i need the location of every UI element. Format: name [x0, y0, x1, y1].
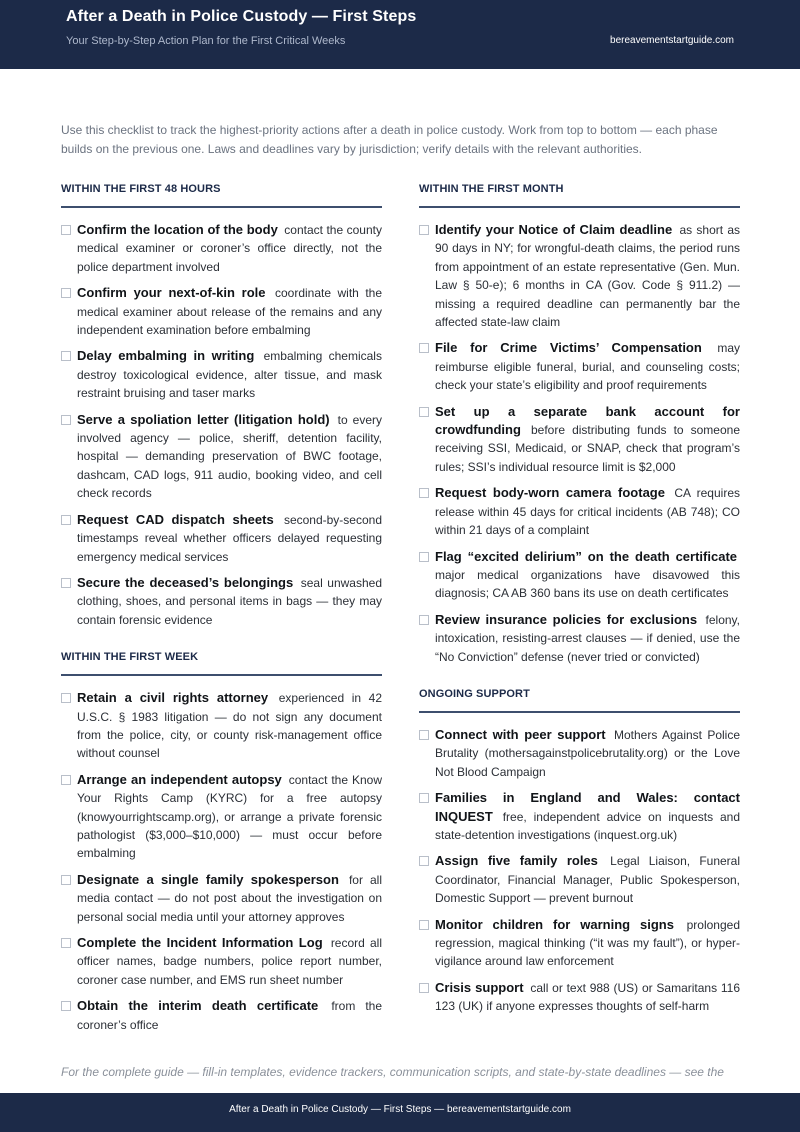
checklist-section — [419, 183, 740, 666]
item-title: Flag “excited delirium” on the death certificate — [435, 548, 737, 564]
checklist-item — [419, 979, 740, 1016]
item-title: Serve a spoliation letter (litigation hold) — [77, 411, 330, 427]
item-title: Monitor children for warning signs — [435, 916, 674, 932]
item-text — [77, 411, 382, 503]
checkbox[interactable] — [61, 288, 71, 298]
checklist-item — [61, 411, 382, 503]
item-title: Confirm your next-of-kin role — [77, 285, 266, 301]
checkbox[interactable] — [61, 578, 71, 588]
item-detail: second-by-second timestamps reveal whether officers delayed requesting emergency medical services — [77, 512, 382, 564]
checklist-item — [419, 916, 740, 971]
checklist-item — [61, 871, 382, 926]
item-text — [77, 997, 382, 1034]
checkbox[interactable] — [61, 875, 71, 885]
item-text — [435, 339, 740, 394]
checkbox[interactable] — [419, 856, 429, 866]
item-text — [435, 548, 740, 603]
item-title: Review insurance policies for exclusions — [435, 611, 698, 627]
checklist-item — [61, 997, 382, 1034]
item-text — [77, 574, 382, 629]
checklist-item — [61, 574, 382, 629]
checklist-item — [419, 852, 740, 907]
checklist-item — [419, 611, 740, 666]
item-text — [435, 221, 740, 331]
checklist-item — [61, 689, 382, 763]
item-detail: CA requires release within 45 days for critical incidents (AB 748); CO within 21 days of a complaint — [435, 486, 740, 538]
checklist-item — [61, 221, 382, 276]
item-text — [77, 934, 382, 989]
page-header — [0, 0, 800, 69]
item-detail: call or text 988 (US) or Samaritans 116 123 (UK) if anyone expresses thoughts of self-harm — [435, 980, 741, 1014]
checkbox[interactable] — [419, 730, 429, 740]
item-title: Request body-worn camera footage — [435, 485, 665, 501]
intro-text: Use this checklist to track the highest-priority actions after a death in police custody. Work from top to bottom — each phase builds on the previous one. Laws and deadlines vary by jurisdiction; verify details with the relevant authorities. — [61, 123, 718, 156]
item-title: Complete the Incident Information Log — [77, 935, 323, 950]
item-detail: before distributing funds to someone receiving SSI, Medicaid, or SNAP, check that program’s rules; SSI’s individual resource limit is $2,000 — [435, 423, 740, 474]
checkbox[interactable] — [419, 793, 429, 803]
item-title: Connect with peer support — [435, 726, 606, 742]
item-detail: to every involved agency — police, sheriff, detention facility, hospital — demanding preservation of BWC footage, dashcam, CAD logs, 911 audio, booking video, and cell check records — [77, 412, 383, 501]
checklist-item — [419, 484, 740, 539]
item-text — [77, 511, 382, 566]
checklist-item — [419, 726, 740, 781]
item-detail: from the coroner’s office — [77, 999, 383, 1032]
checklist-section — [419, 688, 740, 1016]
item-title: Identify your Notice of Claim deadline — [435, 222, 673, 237]
item-title: Request CAD dispatch sheets — [77, 511, 274, 527]
checkbox[interactable] — [61, 1001, 71, 1011]
item-detail: major medical organizations have disavowed this diagnosis; CA AB 360 bans its use on death certificates — [435, 567, 740, 601]
checkbox[interactable] — [419, 225, 429, 235]
section-heading: WITHIN THE FIRST WEEK — [61, 651, 382, 676]
section-heading: ONGOING SUPPORT — [419, 688, 740, 713]
checkbox[interactable] — [61, 415, 71, 425]
checkbox[interactable] — [61, 225, 71, 235]
item-title: Retain a civil rights attorney — [77, 690, 269, 706]
item-detail: prolonged regression, magical thinking (“it was my fault”), or hyper-vigilance around law enforcement — [435, 917, 740, 969]
item-detail: may reimburse eligible funeral, burial, and counseling costs; check your state’s eligibility and proof requirements — [435, 341, 740, 393]
item-text — [77, 284, 382, 339]
item-detail: record all officer names, badge numbers, police report number, coroner case number, and EMS run sheet number — [77, 936, 382, 987]
checklist-item — [419, 548, 740, 603]
item-title: Secure the deceased’s belongings — [77, 574, 294, 590]
checkbox[interactable] — [61, 515, 71, 525]
page-title: After a Death in Police Custody — First Steps — [66, 8, 417, 25]
item-detail: Mothers Against Police Brutality (mothersagainstpolicebrutality.org) or the Love Not Blood Campaign — [435, 727, 741, 779]
item-detail: experienced in 42 U.S.C. § 1983 litigation — do not sign any document from the police, city, or county risk-management office without counsel — [77, 691, 382, 761]
item-title: Designate a single family spokesperson — [77, 871, 339, 887]
checkbox[interactable] — [419, 407, 429, 417]
item-text — [435, 484, 740, 539]
item-detail: free, independent advice on inquests and state-detention investigations (inquest.org.uk) — [435, 809, 741, 842]
item-text — [77, 347, 382, 402]
checkbox[interactable] — [61, 351, 71, 361]
left-column — [61, 183, 382, 1056]
item-detail: felony, intoxication, resisting-arrest clauses — if denied, use the “No Conviction” defense (never tried or convicted) — [435, 612, 740, 664]
item-text — [77, 771, 382, 863]
checkbox[interactable] — [61, 775, 71, 785]
item-detail: coordinate with the medical examiner about release of the remains and any independent examination before embalming — [77, 286, 382, 338]
checklist-section — [61, 183, 382, 629]
item-title: Families in England and Wales: contact INQUEST — [435, 790, 740, 824]
item-title: Set up a separate bank account for crowdfunding — [435, 403, 740, 438]
item-text — [435, 789, 740, 844]
page-footer: After a Death in Police Custody — First Steps — bereavementstartguide.com — [0, 1093, 800, 1132]
checkbox[interactable] — [419, 615, 429, 625]
item-text — [77, 871, 382, 926]
item-title: Crisis support — [435, 979, 524, 995]
item-detail: embalming chemicals destroy toxicological evidence, alter tissue, and mask restraint bruising and taser marks — [77, 349, 382, 401]
checklist-item — [61, 771, 382, 863]
item-text — [435, 852, 740, 907]
checkbox[interactable] — [419, 343, 429, 353]
item-text — [435, 611, 740, 666]
item-title: Delay embalming in writing — [77, 348, 255, 364]
item-text — [435, 403, 740, 477]
page-subtitle: Your Step-by-Step Action Plan for the First Critical Weeks — [66, 35, 346, 47]
item-detail: contact the Know Your Rights Camp (KYRC) for a free autopsy (knowyourrightscamp.org), or arrange a private forensic pathologist ($3,000–$10,000) — must occur before embalming — [77, 772, 382, 861]
item-text — [435, 916, 740, 971]
item-text — [77, 221, 382, 276]
checklist-item — [419, 403, 740, 477]
item-title: Arrange an independent autopsy — [77, 771, 282, 787]
checkbox[interactable] — [61, 938, 71, 948]
checklist-item — [419, 789, 740, 844]
site-name: bereavementstartguide.com — [610, 35, 734, 46]
checkbox[interactable] — [419, 488, 429, 498]
checkbox[interactable] — [61, 693, 71, 703]
item-title: File for Crime Victims’ Compensation — [435, 340, 702, 356]
item-text — [435, 979, 740, 1016]
checkbox[interactable] — [419, 920, 429, 930]
item-text — [77, 689, 382, 763]
checklist-item — [419, 339, 740, 394]
section-heading: WITHIN THE FIRST MONTH — [419, 183, 740, 208]
right-column — [419, 183, 740, 1038]
checklist-item — [61, 284, 382, 339]
item-title: Confirm the location of the body — [77, 222, 278, 237]
checklist-section — [61, 651, 382, 1034]
checkbox[interactable] — [419, 983, 429, 993]
item-detail: Legal Liaison, Funeral Coordinator, Financial Manager, Public Spokesperson, Domestic Support — prevent burnout — [435, 854, 740, 906]
checklist-item — [61, 511, 382, 566]
item-title: Assign five family roles — [435, 853, 598, 869]
checklist-item — [61, 347, 382, 402]
item-title: Obtain the interim death certificate — [77, 998, 319, 1014]
item-detail: contact the county medical examiner or coroner’s office directly, not the police department involved — [77, 223, 382, 274]
checklist-item — [61, 934, 382, 989]
section-heading: WITHIN THE FIRST 48 HOURS — [61, 183, 382, 208]
item-detail: for all media contact — do not post about the investigation on personal social media until your attorney approves — [77, 872, 382, 924]
footer-note: For the complete guide — fill-in templates, evidence trackers, communication scripts, and state-by-state deadlines — see the — [61, 1065, 724, 1079]
item-detail: as short as 90 days in NY; for wrongful-death claims, the period runs from appointment of an estate representative (Gen. Mun. Law § 50-e); 6 months in CA (Gov. Code § 911.2) — missing a required deadline can permanently bar the affected state-law claim — [435, 223, 741, 330]
item-text — [435, 726, 740, 781]
checkbox[interactable] — [419, 552, 429, 562]
checklist-item — [419, 221, 740, 331]
item-detail: seal unwashed clothing, shoes, and personal items in bags — they may contain forensic evidence — [77, 575, 382, 627]
